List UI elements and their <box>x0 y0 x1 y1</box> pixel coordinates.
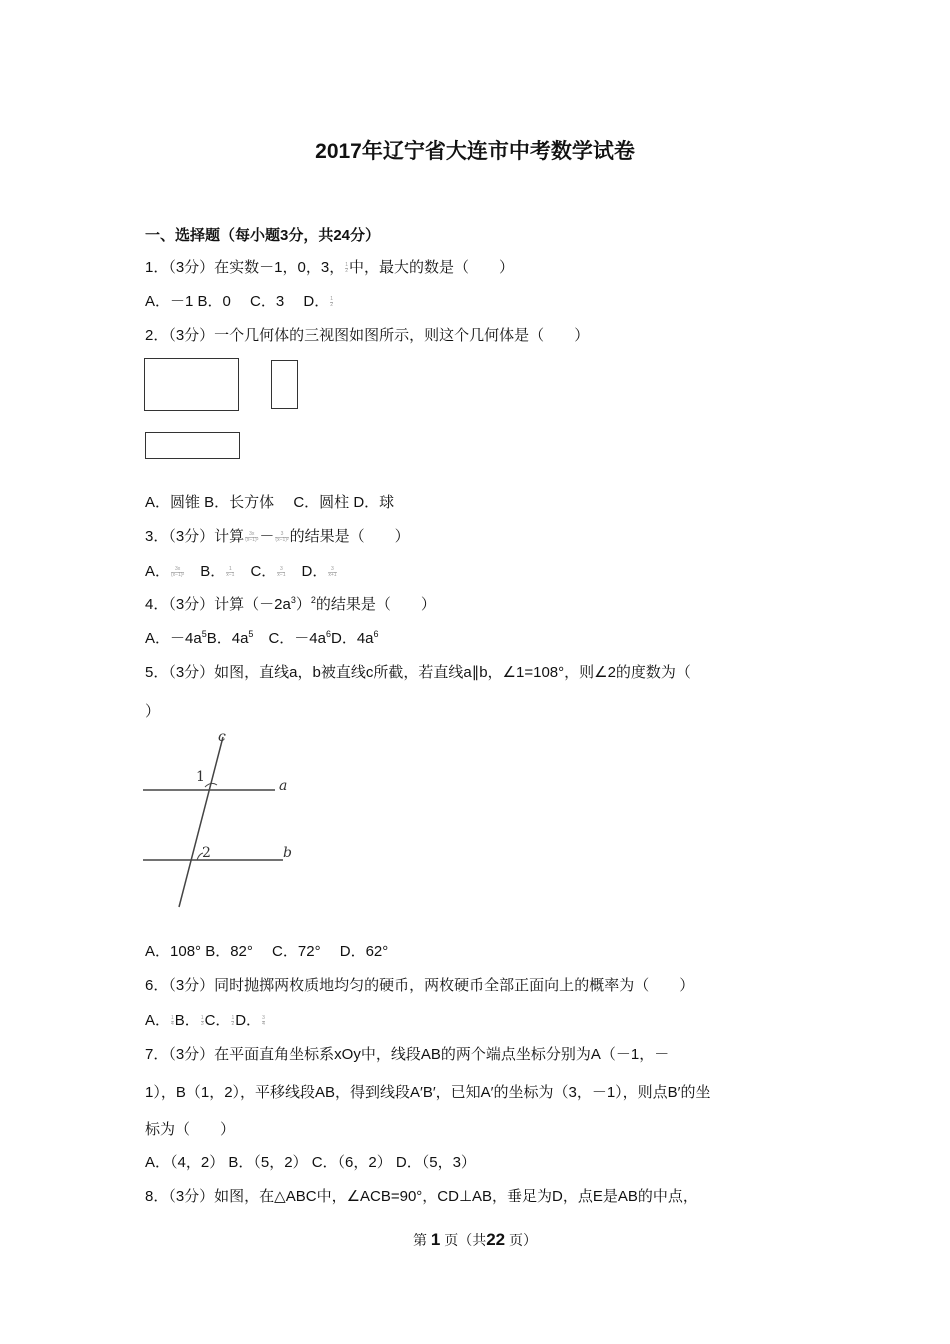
q6-opt-b-fraction <box>201 1016 204 1027</box>
q6-b-num: 1 <box>200 1014 204 1021</box>
q6-a-den: 4 <box>171 1020 174 1027</box>
q6-c-den: 2 <box>231 1020 235 1027</box>
question-4-stem <box>145 595 436 615</box>
q4-stem-a: 4．（3分）计算（－2a <box>145 596 291 613</box>
top-view-rectangle <box>145 432 240 459</box>
q6-opt-c: C． <box>204 1012 231 1029</box>
question-6-options <box>145 1011 266 1031</box>
q3-oa-num: 3x <box>174 565 181 572</box>
q4-exp-2: 2 <box>310 595 316 605</box>
q6-c-num: 1 <box>231 1014 235 1021</box>
page-footer <box>0 1230 950 1250</box>
q3-f2-den: (x−1)² <box>275 536 289 543</box>
q3-oc-num: 3 <box>279 565 283 572</box>
q3-od-num: 3 <box>331 565 334 572</box>
q3-od-den: x+1 <box>328 571 337 578</box>
q3-oc-den: x−1 <box>277 571 286 578</box>
label-2: 2 <box>202 845 211 861</box>
q1-frac-num: 1 <box>345 261 348 268</box>
q3-f2-num: 3 <box>280 530 284 537</box>
q6-a-num: 1 <box>171 1014 174 1021</box>
q3-stem-a: 3．（3分）计算 <box>145 528 245 545</box>
question-2-options: A．圆锥 B．长方体 C．圆柱 D．球 <box>145 494 395 511</box>
question-5-stem-line-2: ） <box>145 703 161 720</box>
q3-opt-a: A． <box>145 563 171 580</box>
footer-total-pages: 22 <box>486 1230 506 1249</box>
question-5-options: A．108° B．82° C．72° D．62° <box>145 943 389 960</box>
q1-fraction <box>345 263 348 274</box>
q1-optd-num: 1 <box>330 295 333 302</box>
label-c: c <box>218 729 226 745</box>
q4-stem-b: ） <box>295 596 311 613</box>
question-7-line-2: 1），B（1，2），平移线段AB，得到线段A′B′，已知A′的坐标为（3，－1），则点B′的坐 <box>145 1084 711 1101</box>
q6-d-num: 3 <box>262 1014 265 1021</box>
question-3-stem <box>145 527 410 547</box>
side-view-rectangle <box>271 360 298 409</box>
q3-fraction-1 <box>245 532 258 543</box>
q4-opt-d-exp: 6 <box>373 629 379 639</box>
q6-opt-c-fraction <box>231 1016 234 1027</box>
q6-opt-b: B． <box>174 1012 200 1029</box>
footer-page-number: 1 <box>430 1230 441 1249</box>
q3-opt-c: C． <box>235 563 277 580</box>
q4-opt-c-exp: 6 <box>325 629 331 639</box>
q4-opt-b-exp: 5 <box>248 629 254 639</box>
label-a: a <box>279 778 288 794</box>
q1-stem-a: 1．（3分）在实数－1，0，3， <box>145 259 345 276</box>
q3-opt-c-fraction <box>277 567 285 578</box>
front-view-rectangle <box>144 358 239 411</box>
q3-opt-a-fraction <box>171 567 184 578</box>
question-5-stem-line-1: 5．（3分）如图，直线a，b被直线c所截，若直线a∥b，∠1=108°，则∠2的度数为（ <box>145 664 691 681</box>
line-c <box>179 737 223 907</box>
question-7-line-1: 7．（3分）在平面直角坐标系xOy中，线段AB的两个端点坐标分别为A（－1，－ <box>145 1046 670 1063</box>
q1-optd-den: 2 <box>330 301 333 308</box>
q3-oa-den: (x−1)² <box>171 571 185 578</box>
footer-pre: 第 <box>412 1232 427 1248</box>
question-2-stem: 2．（3分）一个几何体的三视图如图所示，则这个几何体是（ ） <box>145 327 590 344</box>
q3-minus: － <box>259 528 275 545</box>
q4-opt-a: A．－4a <box>145 630 202 647</box>
q6-b-den: 3 <box>200 1020 204 1027</box>
footer-post: 页） <box>509 1232 538 1248</box>
q1-stem-b: 中，最大的数是（ ） <box>349 259 515 276</box>
q4-opt-d: D．4a <box>330 630 374 647</box>
q3-opt-b: B． <box>185 563 226 580</box>
question-1-options <box>145 292 334 312</box>
q4-stem-c: 的结果是（ ） <box>315 596 436 613</box>
q3-opt-b-fraction <box>226 567 234 578</box>
question-7-line-3: 标为（ ） <box>145 1121 236 1138</box>
q3-ob-den: x−1 <box>226 571 235 578</box>
label-1: 1 <box>196 769 205 785</box>
question-1-stem <box>145 258 514 278</box>
question-3-options <box>145 562 338 582</box>
q1-option-d-fraction <box>330 297 333 308</box>
label-b: b <box>283 845 292 861</box>
question-7-options: A．（4，2） B．（5，2） C．（6，2） D．（5，3） <box>145 1154 476 1171</box>
q3-fraction-2 <box>275 532 288 543</box>
q6-d-den: 4 <box>262 1020 265 1027</box>
q3-opt-d: D． <box>286 563 328 580</box>
q6-opt-d: D． <box>235 1012 262 1029</box>
q1-frac-den: 2 <box>345 267 348 274</box>
q3-stem-b: 的结果是（ ） <box>289 528 410 545</box>
q4-opt-c: C．－4a <box>253 630 326 647</box>
q3-ob-num: 1 <box>228 565 232 572</box>
question-6-stem: 6．（3分）同时抛掷两枚质地均匀的硬币，两枚硬币全部正面向上的概率为（ ） <box>145 977 695 994</box>
q1-options: A．－1 B．0 C．3 D． <box>145 293 330 310</box>
page-title: 2017年辽宁省大连市中考数学试卷 <box>315 140 635 163</box>
q6-opt-a: A． <box>145 1012 171 1029</box>
footer-mid: 页（共 <box>444 1232 487 1248</box>
q6-opt-a-fraction <box>171 1016 174 1027</box>
parallel-lines-figure <box>135 725 310 915</box>
q4-opt-a-exp: 5 <box>201 629 207 639</box>
q4-opt-b: B．4a <box>206 630 249 647</box>
q3-f1-den: (x−1)² <box>245 536 259 543</box>
q4-exp-1: 3 <box>290 595 296 605</box>
q6-opt-d-fraction <box>262 1016 265 1027</box>
question-4-options <box>145 629 379 649</box>
question-8-line-1: 8．（3分）如图，在△ABC中，∠ACB=90°，CD⊥AB，垂足为D，点E是AB的中点， <box>145 1188 698 1205</box>
q3-f1-num: 3x <box>249 530 255 537</box>
section-heading: 一、选择题（每小题3分，共24分） <box>145 227 381 244</box>
q3-opt-d-fraction <box>328 567 336 578</box>
